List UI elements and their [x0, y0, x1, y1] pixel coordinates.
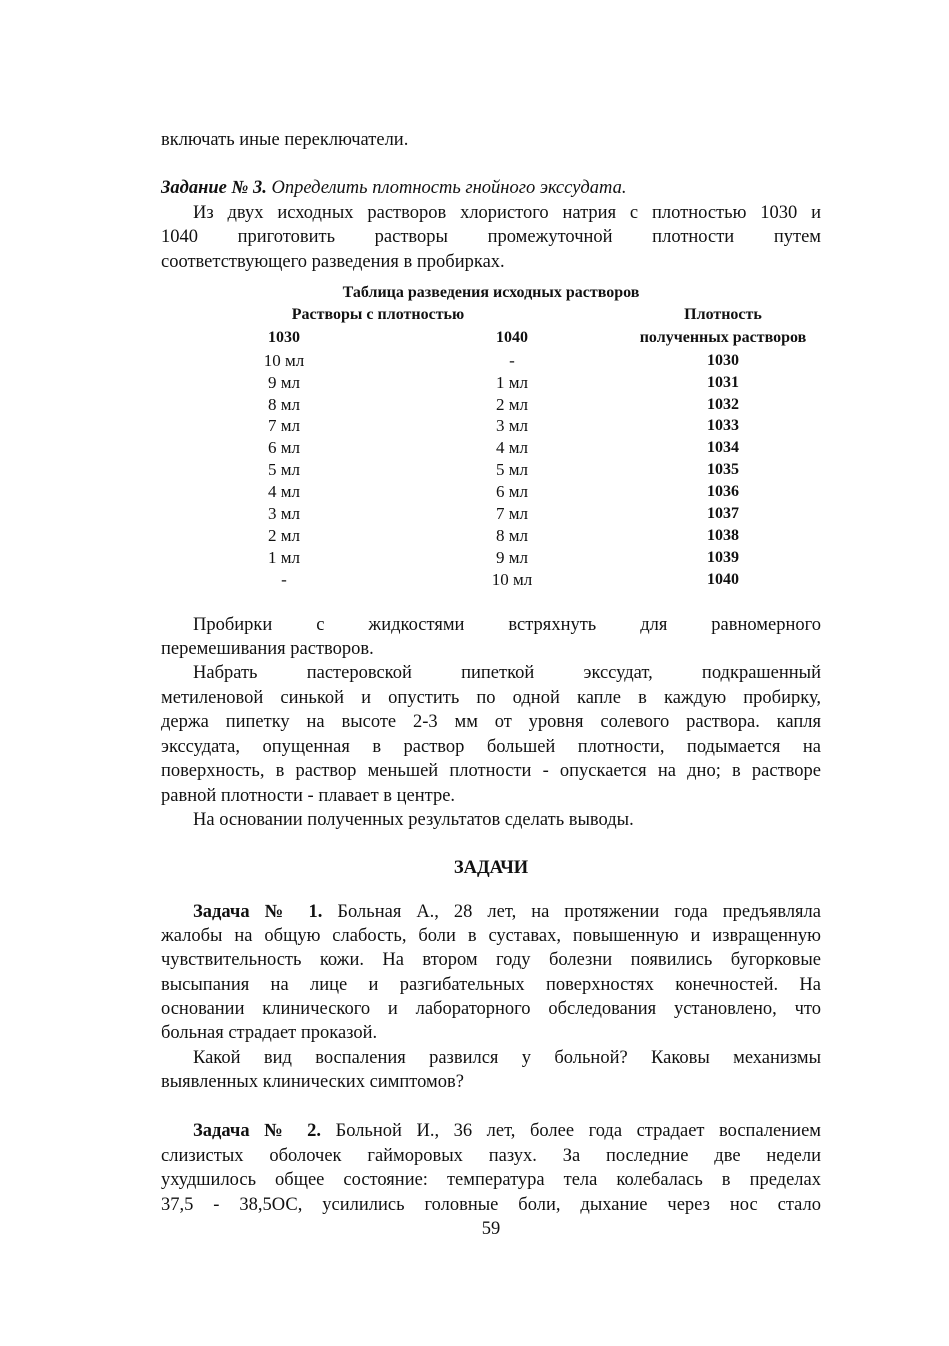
- task-heading: [161, 176, 821, 200]
- text-line: жалобы на общую слабость, боли в суставах, повышенную и извращенную: [161, 926, 821, 946]
- table-title: Таблица разведения исходных растворов: [342, 284, 640, 301]
- table-header-group: Растворы с плотностью: [291, 306, 465, 323]
- text-line: На основании полученных результатов сделать выводы.: [193, 810, 634, 830]
- text-line: перемешивания растворов.: [161, 639, 374, 659]
- table-cell: 1040: [707, 571, 739, 588]
- problem-first-line: [161, 1119, 821, 1143]
- table-cell: 2 мл: [268, 526, 300, 545]
- table-cell: 3 мл: [496, 416, 528, 435]
- task-title: Определить плотность гнойного экссудата.: [266, 178, 627, 198]
- text-line: экссудата, опущенная в раствор большей плотности, подымается на: [161, 737, 821, 757]
- table-cell: 5 мл: [268, 460, 300, 479]
- table-cell: 1039: [707, 549, 739, 566]
- text-line: высыпания на лице и разгибательных поверхностях конечностей. На: [161, 975, 821, 995]
- table-cell: 3 мл: [268, 504, 300, 523]
- problem-text: Больной И., 36 лет, более года страдает воспалением: [321, 1121, 821, 1141]
- text-line: Из двух исходных растворов хлористого натрия с плотностью 1030 и: [193, 203, 821, 223]
- table-cell: 1033: [707, 417, 739, 434]
- text-line: включать иные переключатели.: [161, 130, 409, 150]
- table-cell: 1 мл: [268, 548, 300, 567]
- table-cell: 4 мл: [268, 482, 300, 501]
- text-line: Пробирки с жидкостями встряхнуть для равномерного: [193, 615, 821, 635]
- text-line: выявленных клинических симптомов?: [161, 1072, 464, 1092]
- table-cell: 8 мл: [496, 526, 528, 545]
- table-cell: 6 мл: [496, 482, 528, 501]
- table-cell: 5 мл: [496, 460, 528, 479]
- text-line: чувствительность кожи. На втором году болезни появились бугорковые: [161, 950, 821, 970]
- problem-text: Больная А., 28 лет, на протяжении года предъявляла: [322, 902, 822, 922]
- text-line: равной плотности - плавает в центре.: [161, 786, 456, 806]
- table-cell: 9 мл: [268, 373, 300, 392]
- text-line: основании клинического и лабораторного обследования установлено, что: [161, 999, 821, 1019]
- page-number: 59: [481, 1219, 501, 1239]
- text-line: ухудшилось общее состояние: температура тела колебалась в пределах: [161, 1170, 821, 1190]
- text-line: Набрать пастеровской пипеткой экссудат, подкрашенный: [193, 663, 821, 683]
- table-cell: -: [281, 570, 287, 589]
- table-cell: 9 мл: [496, 548, 528, 567]
- problem-first-line: [161, 900, 821, 924]
- text-line: больная страдает проказой.: [161, 1023, 378, 1043]
- table-cell: 1038: [707, 527, 739, 544]
- table-cell: 1032: [707, 396, 739, 413]
- table-header-density-2: полученных растворов: [639, 329, 807, 346]
- table-cell: -: [509, 351, 515, 370]
- table-cell: 1034: [707, 439, 739, 456]
- table-cell: 8 мл: [268, 395, 300, 414]
- table-cell: 10 мл: [263, 351, 305, 370]
- table-cell: 1031: [707, 374, 739, 391]
- table-cell: 4 мл: [496, 438, 528, 457]
- table-header-1030: 1030: [268, 329, 300, 346]
- text-line: поверхность, в раствор меньшей плотности - опускается на дно; в растворе: [161, 761, 821, 781]
- table-header-density: Плотность: [684, 306, 762, 323]
- table-header-1040: 1040: [496, 329, 528, 346]
- table-cell: 2 мл: [496, 395, 528, 414]
- task-label: Задание № 3.: [161, 178, 267, 198]
- text-line: соответствующего разведения в пробирках.: [161, 252, 505, 272]
- table-cell: 1 мл: [496, 373, 528, 392]
- text-line: 1040 приготовить растворы промежуточной плотности путем: [161, 227, 821, 247]
- text-line: метиленовой синькой и опустить по одной капле в каждую пробирку,: [161, 688, 821, 708]
- table-cell: 1030: [707, 352, 739, 369]
- section-title: ЗАДАЧИ: [453, 858, 529, 878]
- text-line: Какой вид воспаления развился у больной? Каковы механизмы: [193, 1048, 821, 1068]
- table-cell: 1037: [707, 505, 739, 522]
- problem-label: Задача № 1.: [193, 902, 323, 922]
- problem-label: Задача № 2.: [193, 1121, 322, 1141]
- text-line: слизистых оболочек гайморовых пазух. За последние две недели: [161, 1146, 821, 1166]
- table-cell: 1036: [707, 483, 739, 500]
- table-cell: 6 мл: [268, 438, 300, 457]
- table-cell: 7 мл: [496, 504, 528, 523]
- text-line: держа пипетку на высоте 2-3 мм от уровня солевого раствора. капля: [161, 712, 821, 732]
- table-cell: 7 мл: [268, 416, 300, 435]
- table-cell: 10 мл: [491, 570, 533, 589]
- table-cell: 1035: [707, 461, 739, 478]
- text-line: 37,5 - 38,5ОС, усилились головные боли, дыхание через нос стало: [161, 1195, 821, 1215]
